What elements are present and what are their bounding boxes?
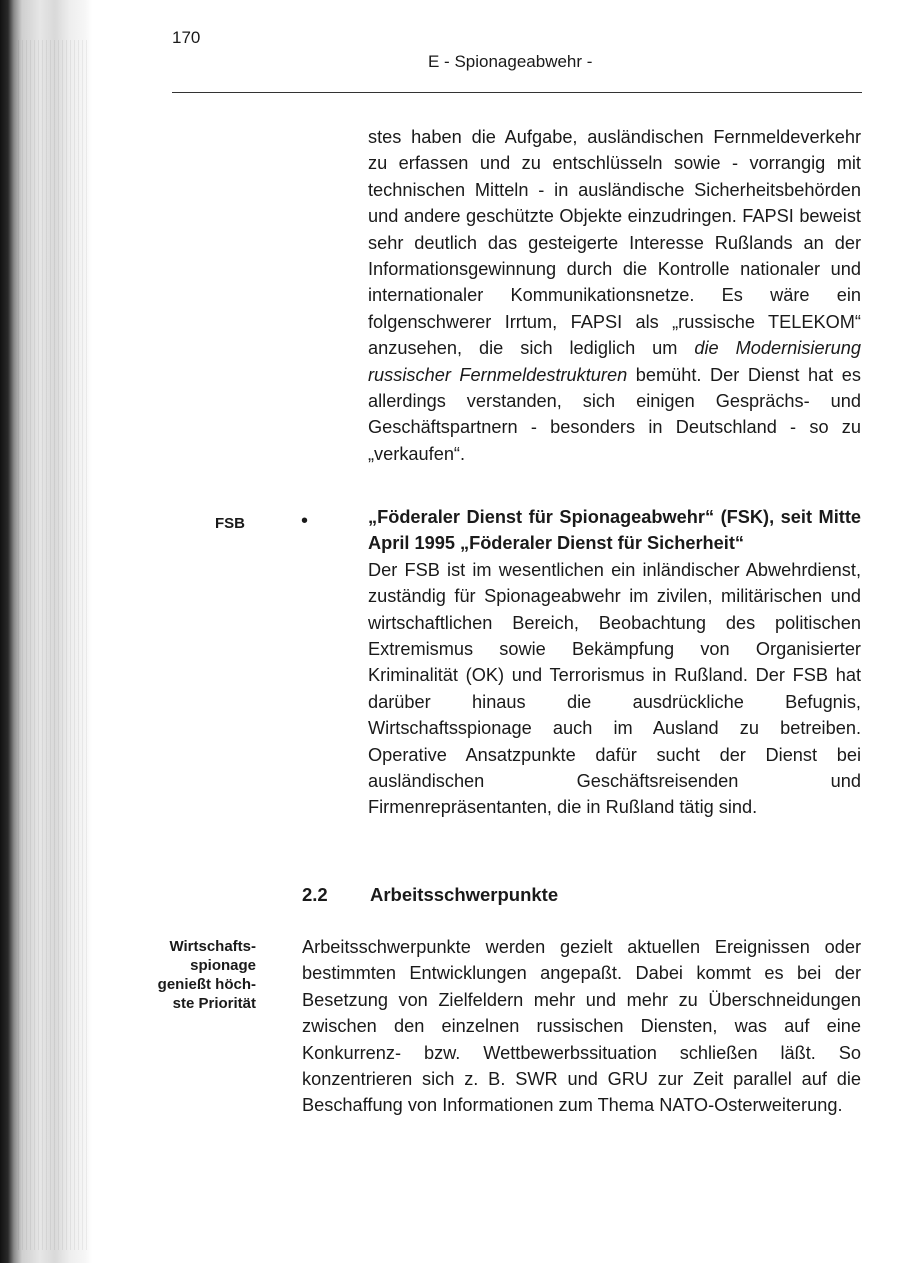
margin-label-fsb: FSB [215, 515, 245, 532]
header-rule [172, 92, 862, 93]
section-heading [302, 884, 558, 906]
paragraph-fapsi-italic: die Modernisierung russischer Fernmeldestrukturen [368, 338, 861, 385]
paragraph-arbeitsschwerpunkte: Arbeitsschwerpunkte werden gezielt aktuellen Ereignissen oder bestimmten Entwicklungen angepaßt. Dabei kommt es bei der Besetzung von Zielfeldern mehr und mehr zu Überschneidungen zwischen den einzelnen russischen Diensten, was auf eine Konkurrenz- bzw. Wettbewerbssituation schließen läßt. So konzentrieren sich z. B. SWR und GRU zur Zeit parallel auf die Beschaffung von Informationen zum Thema NATO-Osterweiterung. [302, 937, 861, 1116]
margin-note-line-2: spionage [190, 957, 256, 974]
margin-note-line-3: genießt höch- [157, 976, 256, 993]
page-number: 170 [172, 28, 201, 47]
section-number: 2.2 [302, 884, 328, 905]
paragraph-fapsi [368, 124, 861, 467]
fsb-section [368, 504, 861, 821]
paragraph-fapsi-text: stes haben die Aufgabe, ausländischen Fernmeldeverkehr zu erfassen und zu entschlüsseln sowie - vorrangig mit technischen Mitteln - in ausländische Sicherheitsbehörden und andere geschützte Objekte einzudringen. FAPSI beweist sehr deutlich das gesteigerte Interesse Rußlands an der Informationsgewinnung durch die Kontrolle nationaler und internationaler Kommunikationsnetze. Es wäre ein folgenschwerer Irrtum, FAPSI als „russische TELEKOM“ anzusehen, die sich lediglich um [368, 127, 861, 359]
fsb-heading: „Föderaler Dienst für Spionageabwehr“ (FSK), seit Mitte April 1995 „Föderaler Dienst für Sicherheit“ [368, 507, 861, 554]
bullet-point: • [301, 510, 309, 532]
page-edge-texture [18, 40, 88, 1250]
margin-note [130, 937, 256, 1013]
running-header: E - Spionageabwehr - [428, 52, 593, 71]
section-title: Arbeitsschwerpunkte [370, 884, 559, 905]
margin-note-line-1: Wirtschafts- [169, 938, 256, 955]
margin-note-line-4: ste Priorität [172, 995, 256, 1012]
fsb-body: Der FSB ist im wesentlichen ein inländischer Abwehrdienst, zuständig für Spionageabwehr im zivilen, militärischen und wirtschaftlichen Bereich, Beobachtung des politischen Extremismus sowie Bekämpfung von Organisierter Kriminalität (OK) und Terrorismus in Rußland. Der FSB hat darüber hinaus die ausdrückliche Befugnis, Wirtschaftsspionage auch im Ausland zu betreiben. Operative Ansatzpunkte dafür sucht der Dienst bei ausländischen Geschäftsreisenden und Firmenrepräsentanten, die in Rußland tätig sind. [368, 559, 861, 818]
paragraph-fapsi-end: bemüht. Der Dienst hat es allerdings verstanden, sich einigen Gesprächs- und Geschäftspartnern - besonders in Deutschland - so zu „verkaufen“. [368, 364, 861, 464]
